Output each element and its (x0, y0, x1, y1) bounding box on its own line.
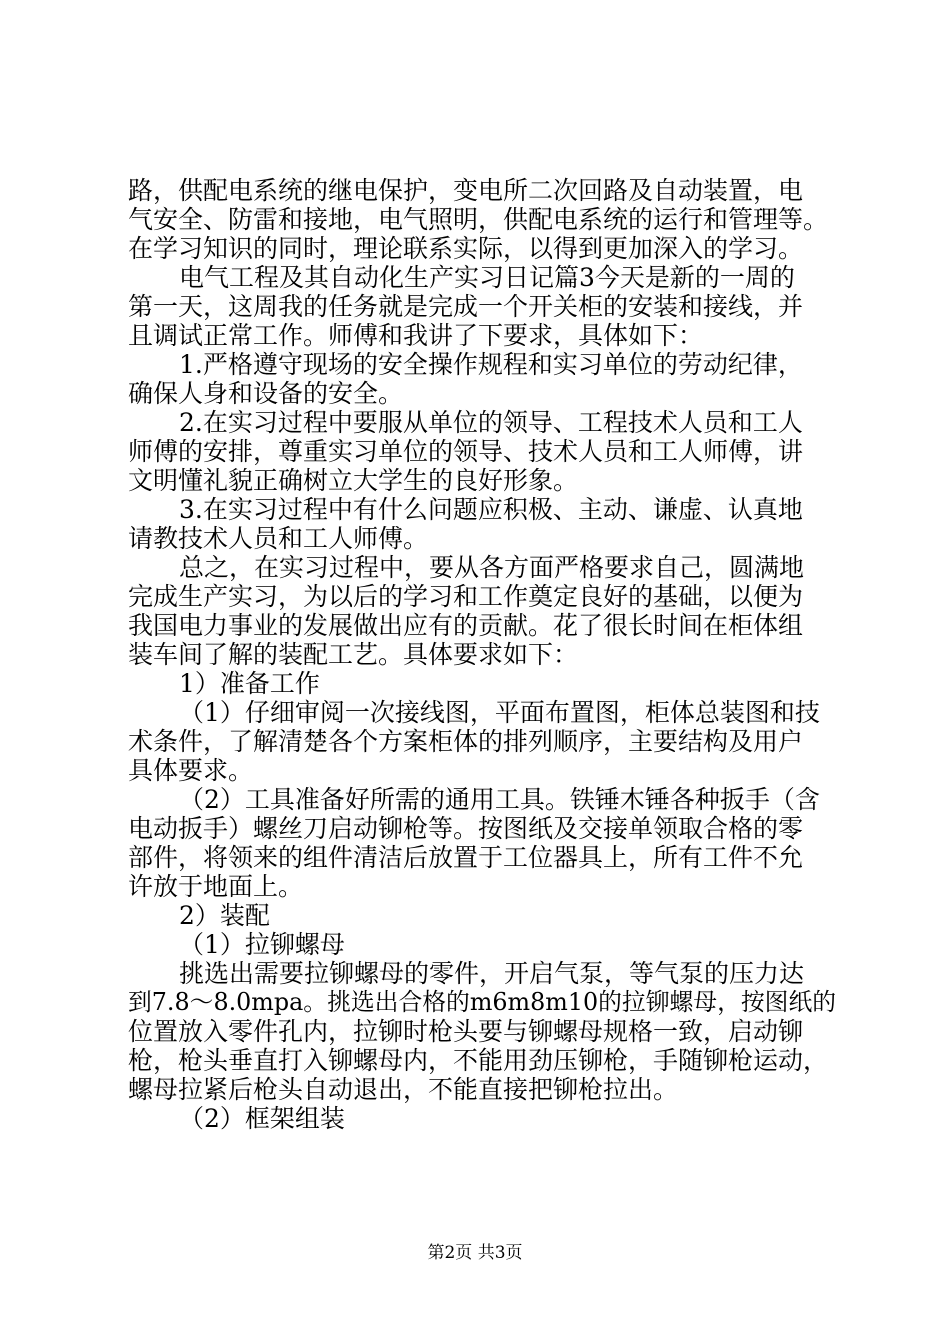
text-line-10: 师傅的安排，尊重实习单位的领导、技术人员和工人师傅，讲 (128, 437, 804, 466)
text-line-17: 装车间了解的装配工艺。具体要求如下： (128, 640, 579, 669)
text-line-14: 总之，在实习过程中，要从各方面严格要求自己，圆满地 (179, 553, 805, 582)
text-line-18: 1）准备工作 (179, 669, 320, 698)
text-line-24: 部件，将领来的组件清洁后放置于工位器具上，所有工件不允 (128, 843, 804, 872)
text-line-13: 请教技术人员和工人师傅。 (128, 524, 429, 553)
text-line-2: 气安全、防雷和接地，电气照明，供配电系统的运行和管理等。 (128, 205, 829, 234)
text-line-3: 在学习知识的同时，理论联系实际，以得到更加深入的学习。 (128, 234, 804, 263)
text-line-7: 1.严格遵守现场的安全操作规程和实习单位的劳动纪律， (179, 350, 803, 379)
text-line-23: 电动扳手）螺丝刀启动铆枪等。按图纸及交接单领取合格的零 (128, 814, 804, 843)
text-line-30: 位置放入零件孔内，拉铆时枪头要与铆螺母规格一致，启动铆 (128, 1017, 804, 1046)
text-line-15: 完成生产实习，为以后的学习和工作奠定良好的基础，以便为 (128, 582, 804, 611)
text-line-16: 我国电力事业的发展做出应有的贡献。花了很长时间在柜体组 (128, 611, 804, 640)
text-line-9: 2.在实习过程中要服从单位的领导、工程技术人员和工人 (179, 408, 803, 437)
text-line-31: 枪，枪头垂直打入铆螺母内，不能用劲压铆枪，手随铆枪运动， (128, 1046, 829, 1075)
text-line-29: 到7.8～8.0mpa。挑选出合格的m6m8m10的拉铆螺母，按图纸的 (128, 988, 837, 1016)
text-line-12: 3.在实习过程中有什么问题应积极、主动、谦虚、认真地 (179, 495, 803, 524)
text-line-20: 术条件，了解清楚各个方案柜体的排列顺序，主要结构及用户 (128, 727, 804, 756)
text-line-26: 2）装配 (179, 901, 270, 930)
text-line-27: （1）拉铆螺母 (179, 930, 345, 959)
page-footer (0, 1243, 950, 1263)
text-line-8: 确保人身和设备的安全。 (128, 379, 404, 408)
text-line-19: （1）仔细审阅一次接线图，平面布置图，柜体总装图和技 (179, 698, 820, 727)
text-line-33: （2）框架组装 (179, 1104, 345, 1133)
text-line-6: 且调试正常工作。师傅和我讲了下要求，具体如下： (128, 321, 704, 350)
text-line-32: 螺母拉紧后枪头自动退出，不能直接把铆枪拉出。 (128, 1075, 679, 1104)
text-line-25: 许放于地面上。 (128, 872, 304, 901)
text-line-22: （2）工具准备好所需的通用工具。铁锤木锤各种扳手（含 (179, 785, 820, 814)
page-number: 第2页 共3页 (427, 1243, 523, 1263)
text-line-1: 路，供配电系统的继电保护，变电所二次回路及自动装置，电 (128, 176, 804, 205)
document-body (128, 176, 840, 1133)
text-line-4: 电气工程及其自动化生产实习日记篇3今天是新的一周的 (179, 263, 795, 292)
text-line-21: 具体要求。 (128, 756, 254, 785)
text-line-11: 文明懂礼貌正确树立大学生的良好形象。 (128, 466, 579, 495)
text-line-28: 挑选出需要拉铆螺母的零件，开启气泵，等气泵的压力达 (179, 959, 805, 988)
text-line-5: 第一天，这周我的任务就是完成一个开关柜的安装和接线，并 (128, 292, 804, 321)
